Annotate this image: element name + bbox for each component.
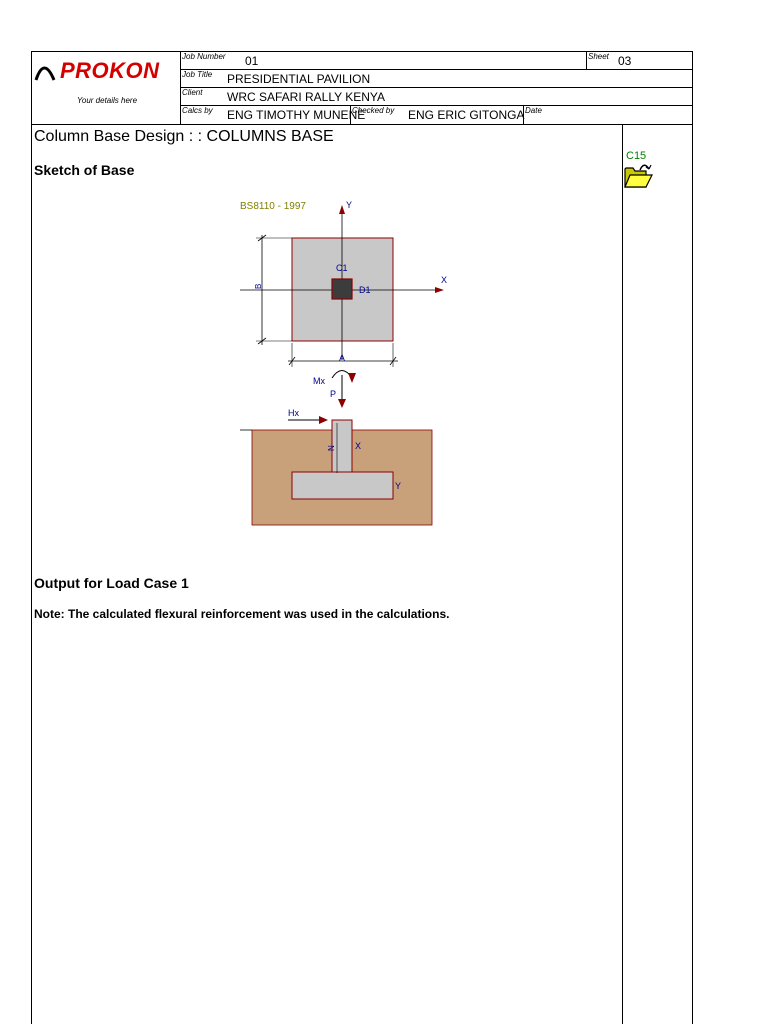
sketch-heading: Sketch of Base — [34, 162, 135, 178]
moment-arrow — [348, 373, 356, 383]
reinforcement-note: Note: The calculated flexural reinforcement was used in the calculations. — [34, 607, 450, 621]
side-label: C15 — [626, 150, 647, 162]
column-plan — [332, 279, 352, 299]
open-folder-icon[interactable] — [624, 163, 654, 189]
header-bottom-line — [31, 124, 693, 125]
checked-by-label: Checked by — [352, 106, 395, 115]
base-sketch — [230, 195, 450, 530]
y-axis-label: Y — [346, 200, 353, 210]
n-label: N — [327, 445, 336, 451]
y-elev-label: Y — [395, 481, 402, 491]
logo-divider — [180, 51, 181, 125]
client-label: Client — [182, 88, 203, 97]
job-title-label: Job Title — [182, 70, 213, 79]
sheet-label: Sheet — [588, 52, 609, 61]
code-label: BS8110 - 1997 — [240, 201, 306, 212]
b-label: B — [254, 283, 263, 289]
prokon-logo — [34, 58, 180, 86]
checked-by-value: ENG ERIC GITONGA — [408, 108, 525, 122]
tagline: Your details here — [77, 96, 138, 105]
hx-arrow — [319, 416, 328, 424]
p-label: P — [330, 389, 337, 399]
frame-left — [31, 51, 32, 1024]
page-title: Column Base Design : : COLUMNS BASE — [34, 128, 334, 145]
side-column-line — [622, 124, 623, 1024]
x-axis-arrow — [435, 287, 444, 293]
output-heading: Output for Load Case 1 — [34, 575, 189, 591]
calcs-by-value: ENG TIMOTHY MUNENE — [227, 108, 366, 122]
hx-label: Hx — [288, 408, 299, 418]
sheet-divider — [586, 51, 587, 69]
client-value: WRC SAFARI RALLY KENYA — [227, 90, 386, 104]
job-number-value: 01 — [245, 54, 259, 68]
frame-right — [692, 51, 693, 1024]
date-label: Date — [525, 106, 542, 115]
mx-label: Mx — [313, 376, 325, 386]
c1-label: C1 — [336, 263, 348, 273]
footing-section — [292, 472, 393, 499]
header-row-line-1 — [180, 69, 693, 70]
header-row-line-3 — [180, 105, 693, 106]
header-row-line-2 — [180, 87, 693, 88]
logo-text: PROKON — [60, 58, 160, 83]
y-axis-arrow — [339, 205, 345, 214]
job-title-value: PRESIDENTIAL PAVILION — [227, 72, 371, 86]
sheet-value: 03 — [618, 54, 632, 68]
logo-arc-icon — [34, 62, 56, 82]
x-axis-label: X — [441, 275, 448, 285]
job-number-label: Job Number — [182, 52, 226, 61]
calcs-by-label: Calcs by — [182, 106, 213, 115]
p-arrow — [338, 399, 346, 408]
a-label: A — [339, 353, 346, 363]
d1-label: D1 — [359, 285, 371, 295]
x-elev-label: X — [355, 441, 362, 451]
